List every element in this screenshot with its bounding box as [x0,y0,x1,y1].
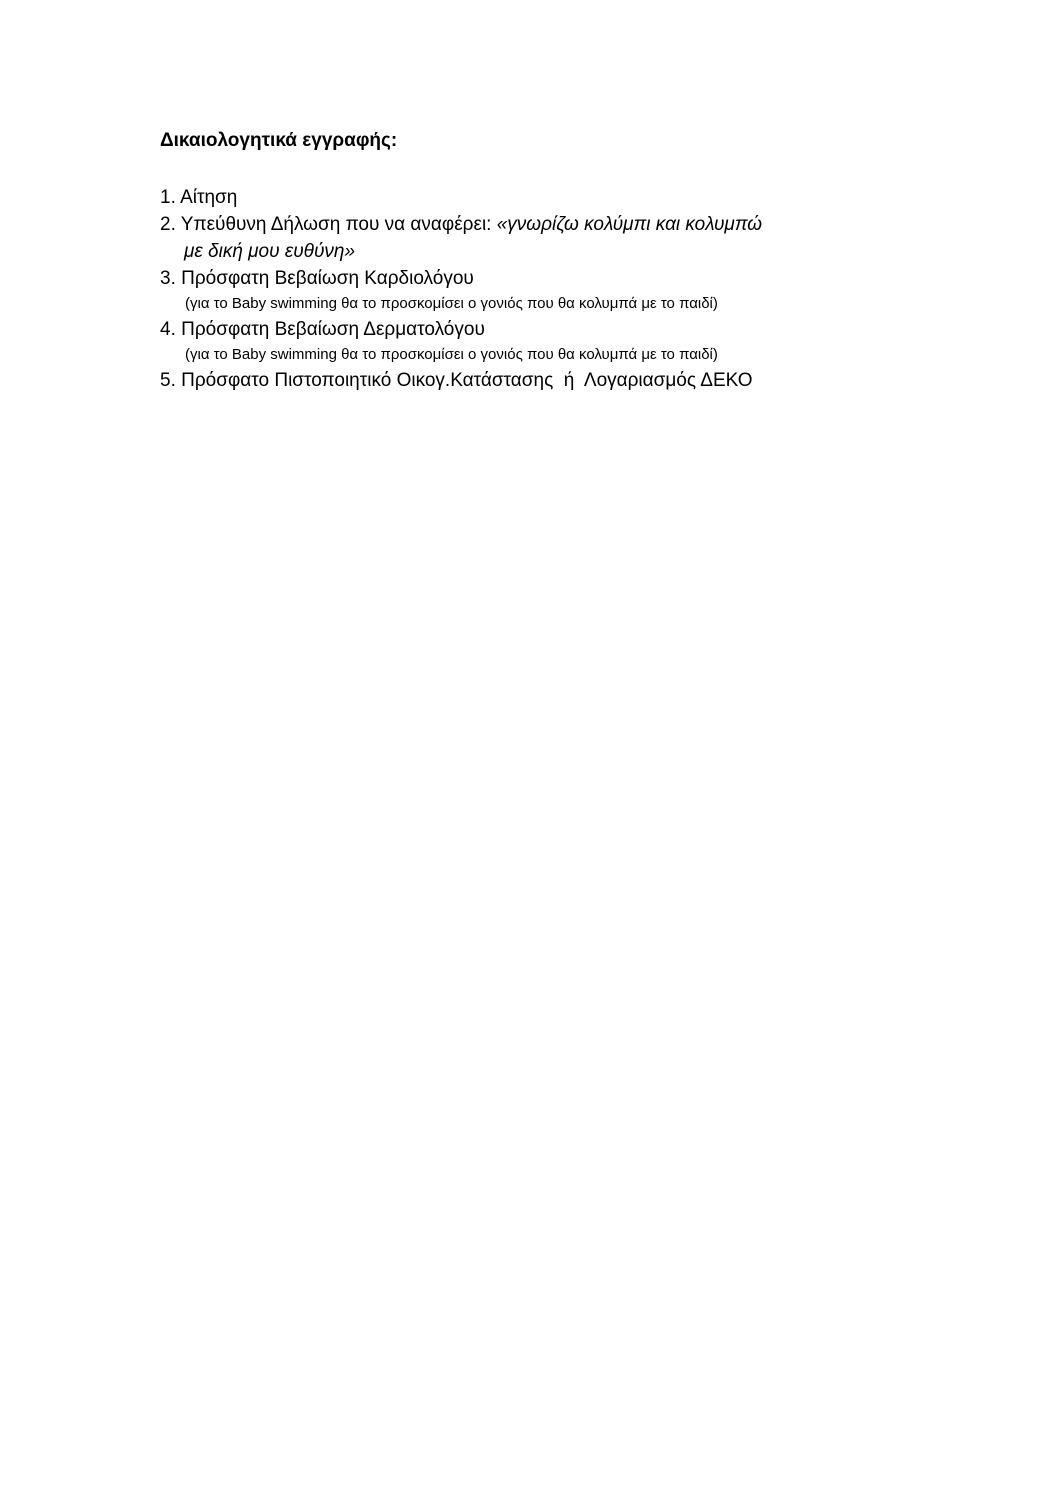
list-item-line [160,367,900,394]
list-item [160,316,900,367]
list-item-line [160,211,900,238]
requirements-list [160,184,900,394]
item-text: Πρόσφατο Πιστοποιητικό Οικογ.Κατάστασης ή Λογαριασμός ΔΕΚΟ [181,370,753,391]
list-item-line [160,316,900,343]
list-item-line [160,184,900,211]
page-title: Δικαιολογητικά εγγραφής: [160,130,398,151]
list-item-line [160,265,900,292]
item-number: 2. [160,214,176,235]
item-note: (για το Baby swimming θα το προσκομίσει ο γονιός που θα κολυμπά με το παιδί) [185,295,718,312]
item-note: (για το Baby swimming θα το προσκομίσει ο γονιός που θα κολυμπά με το παιδί) [185,346,718,363]
item-quote: «γνωρίζω κολύμπι και κολυμπώ [496,214,763,235]
item-quote-continuation: με δική μου ευθύνη» [184,241,356,262]
item-text: Υπεύθυνη Δήλωση που να αναφέρει: [180,214,497,235]
item-text: Πρόσφατη Βεβαίωση Δερματολόγου [181,319,485,340]
item-number: 3. [160,268,176,289]
item-number: 5. [160,370,176,391]
item-number: 1. [160,187,176,208]
list-item [160,184,900,211]
item-number: 4. [160,319,176,340]
list-item [160,367,900,394]
item-text: Αίτηση [180,187,238,208]
list-item [160,211,900,265]
item-text: Πρόσφατη Βεβαίωση Καρδιολόγου [181,268,474,289]
list-item [160,265,900,316]
document-content [160,128,900,394]
